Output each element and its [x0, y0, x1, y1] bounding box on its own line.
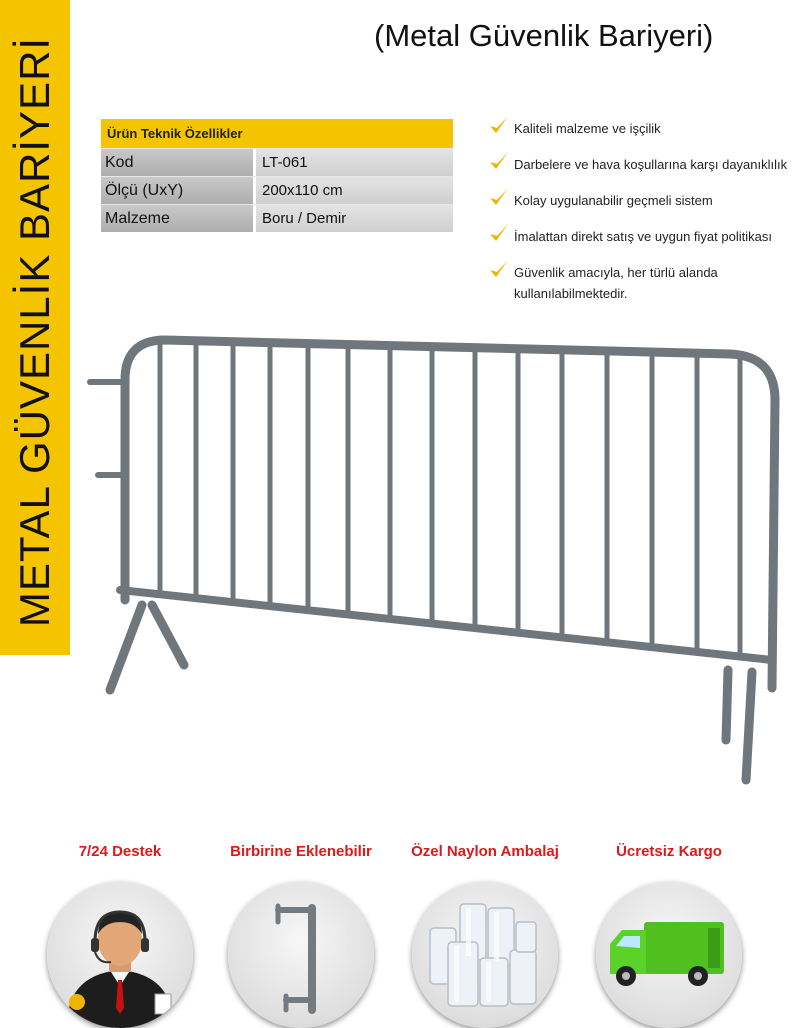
feature-item [488, 190, 808, 211]
spec-value: 200x110 cm [256, 177, 453, 204]
spec-label: Kod [101, 149, 256, 176]
side-title: METAL GÜVENLİK BARİYERİ [11, 36, 58, 628]
support-agent-icon [47, 882, 193, 1028]
service-circle [412, 882, 558, 1028]
nylon-rolls-icon [412, 882, 558, 1028]
service-circle [228, 882, 374, 1028]
feature-text: Kolay uygulanabilir geçmeli sistem [514, 193, 713, 208]
spec-table-header: Ürün Teknik Özellikler [101, 119, 453, 148]
spec-row-code [101, 148, 453, 176]
spec-value: Boru / Demir [256, 205, 453, 232]
barrier-image [80, 320, 805, 800]
check-icon [488, 187, 510, 209]
feature-text: Darbelere ve hava koşullarına karşı dayanıklılık [514, 157, 788, 172]
connector-hook-icon [228, 882, 374, 1028]
check-icon [488, 223, 510, 245]
feature-item [488, 226, 808, 247]
feature-list [488, 118, 808, 319]
feature-text: İmalattan direkt satış ve uygun fiyat politikası [514, 229, 772, 244]
spec-table [101, 119, 453, 232]
service-label: 7/24 Destek [78, 843, 162, 860]
service-shipping [594, 840, 744, 1028]
feature-item [488, 154, 808, 175]
service-circle [596, 882, 742, 1028]
check-icon [488, 151, 510, 173]
service-label: Ücretsiz Kargo [616, 843, 722, 860]
spec-row-size [101, 176, 453, 204]
spec-label: Malzeme [101, 205, 256, 232]
feature-item [488, 262, 808, 304]
check-icon [488, 259, 510, 281]
page-title: (Metal Güvenlik Bariyeri) [374, 18, 714, 53]
feature-text: Güvenlik amacıyla, her türlü alanda kullanılabilmektedir. [514, 265, 718, 301]
service-support [45, 840, 195, 1028]
spec-row-material [101, 204, 453, 232]
side-banner [0, 0, 70, 655]
cargo-truck-icon [596, 882, 742, 1028]
service-label: Birbirine Eklenebilir [230, 843, 372, 860]
check-icon [488, 115, 510, 137]
spec-label: Ölçü (UxY) [101, 177, 256, 204]
spec-value: LT-061 [256, 149, 453, 176]
service-circle [47, 882, 193, 1028]
feature-text: Kaliteli malzeme ve işçilik [514, 121, 661, 136]
service-connectable [226, 840, 376, 1028]
service-packaging [410, 840, 560, 1028]
service-label: Özel Naylon Ambalaj [411, 843, 559, 860]
feature-item [488, 118, 808, 139]
